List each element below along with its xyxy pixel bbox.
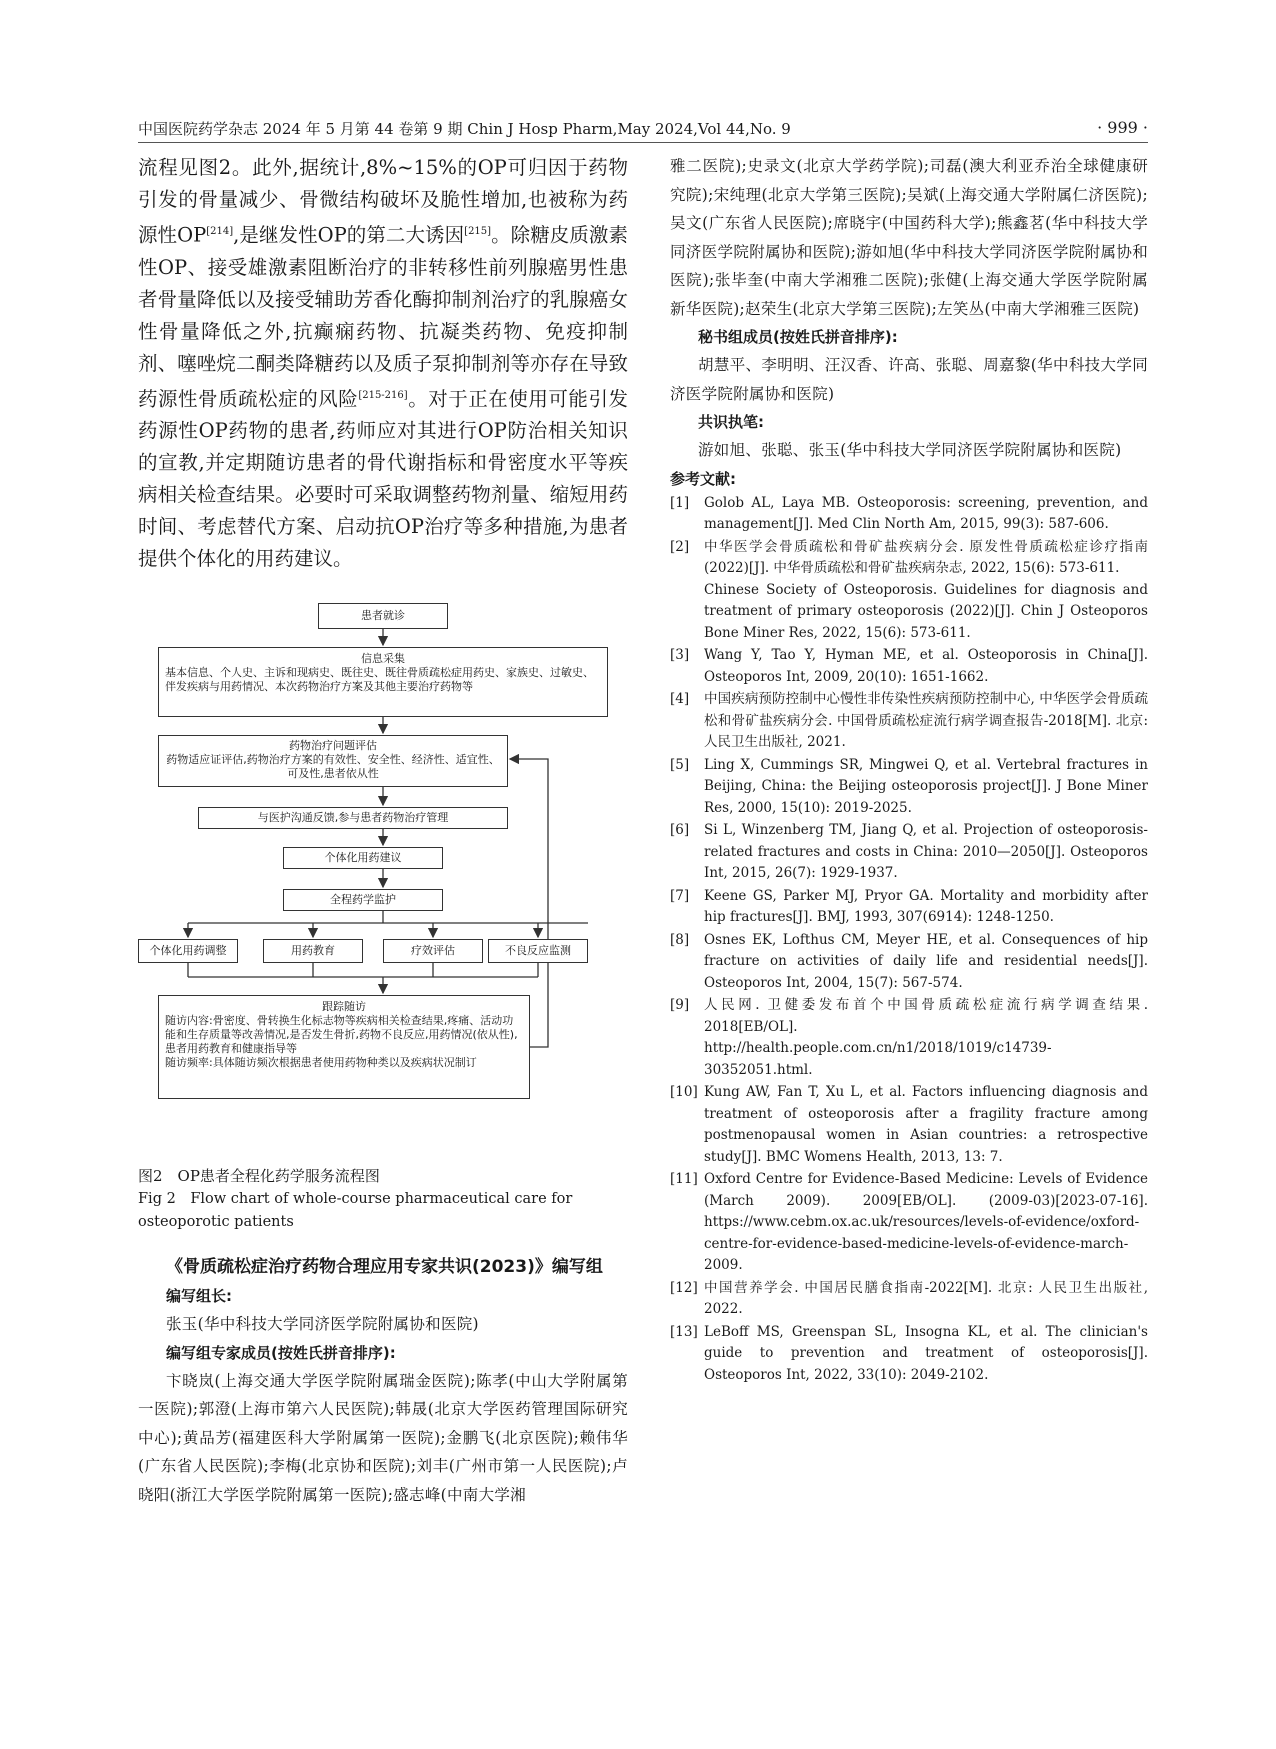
reference-text: 中国疾病预防控制中心慢性非传染性疾病预防控制中心, 中华医学会骨质疏松和骨矿盐疾病分会. 中国骨质疏松症流行病学调查报告-2018[M]. 北京: 人民卫生出版社, 2021.: [704, 691, 1148, 750]
body-text: 流程见图2。此外,据统计,8%~15%的OP可归因于药物引发的骨量减少、骨微结构破坏及脆性增加,也被称为药源性OP: [138, 156, 628, 247]
citation: [215-216]: [358, 389, 408, 401]
reference-number: [6]: [670, 822, 690, 838]
writers-list: 游如旭、张聪、张玉(华中科技大学同济医学院附属协和医院): [698, 441, 1122, 459]
group-title: 《骨质疏松症治疗药物合理应用专家共识(2023)》编写组: [166, 1257, 603, 1277]
dose-adjust-box: [138, 939, 238, 963]
reference-item: [670, 1169, 1148, 1277]
reference-list: [670, 493, 1148, 1387]
reference-number: [2]: [670, 538, 690, 555]
reference-item: [670, 1322, 1148, 1387]
reference-number: [11]: [670, 1171, 698, 1187]
reference-number: [3]: [670, 647, 690, 663]
body-text: 。除糖皮质激素性OP、接受雄激素阻断治疗的非转移性前列腺癌男性患者骨量降低以及接受辅助芳香化酶抑制剂治疗的乳腺癌女性骨量降低之外,抗癫痫药物、抗凝类药物、免疫抑制剂、噻唑烷二酮类降糖药以及质子泵抑制剂等亦存在导致药源性骨质疏松症的风险: [138, 223, 628, 410]
reference-number: [4]: [670, 691, 690, 707]
reference-item: [670, 537, 1148, 645]
advice-box: [283, 847, 443, 869]
reference-item: [670, 755, 1148, 820]
right-column: [670, 152, 1148, 1387]
reference-item: [670, 1082, 1148, 1168]
body-text: ,是继发性OP的第二大诱因: [233, 223, 465, 247]
reference-item: [670, 886, 1148, 929]
box-label: 用药教育: [291, 944, 335, 957]
citation: [215]: [464, 226, 492, 237]
box-text: 随访频率:具体随访频次根据患者使用药物种类以及疾病状况制订: [165, 1056, 477, 1069]
box-label: 不良反应监测: [505, 944, 571, 957]
secretary-heading: 秘书组成员(按姓氏拼音排序):: [698, 328, 898, 346]
box-label: 与医护沟通反馈,参与患者药物治疗管理: [257, 811, 449, 824]
reference-text: Kung AW, Fan T, Xu L, et al. Factors influencing diagnosis and treatment of osteoporosis after a fragility fracture among postmenopausal women in Asian countries: a retrospective study[J]. BMC Womens Health, 2013, 13: 7.: [704, 1084, 1148, 1165]
reference-text: Oxford Centre for Evidence-Based Medicine: Levels of Evidence (March 2009). 2009[EB/OL]. (2009-03)[2023-07-16]. https://www.cebm.ox.ac.uk/resources/levels-of-evidence/oxford-centre-for-evidence-based-medicine-levels-of-evidence-march-2009.: [704, 1171, 1148, 1273]
leader-heading: 编写组长:: [166, 1287, 232, 1305]
running-header: [138, 118, 1148, 143]
monitoring-box: [283, 889, 443, 911]
communication-box: [198, 807, 508, 829]
writers-heading: 共识执笔:: [698, 413, 764, 431]
box-title: 跟踪随访: [322, 1000, 366, 1013]
education-box: [263, 939, 363, 963]
reference-text: LeBoff MS, Greenspan SL, Insogna KL, et al. The clinician's guide to prevention and treatment of osteoporosis[J]. Osteoporos Int, 2022, 33(10): 2049-2102.: [704, 1323, 1148, 1383]
therapy-evaluation-box: [158, 735, 508, 787]
reference-item: [670, 689, 1148, 754]
caption-cn: 图2 OP患者全程化药学服务流程图: [138, 1167, 380, 1185]
page-number: · 999 ·: [1097, 118, 1148, 137]
box-label: 患者就诊: [361, 609, 405, 622]
reference-text: Si L, Winzenberg TM, Jiang Q, et al. Projection of osteoporosis-related fractures and costs in China: 2010—2050[J]. Osteoporos Int, 2015, 26(7): 1929-1937.: [704, 822, 1148, 881]
follow-up-box: [158, 995, 530, 1099]
info-collection-box: [158, 647, 608, 717]
reference-text: Ling X, Cummings SR, Mingwei Q, et al. Vertebral fractures in Beijing, China: the Beijing osteoporosis project[J]. J Bone Miner Res, 2000, 15(10): 2019-2025.: [704, 756, 1148, 816]
members-heading: 编写组专家成员(按姓氏拼音排序):: [166, 1343, 396, 1362]
patient-visit-box: [318, 603, 448, 629]
reference-item: [670, 930, 1148, 995]
reference-number: [5]: [670, 756, 690, 773]
reference-number: [10]: [670, 1084, 698, 1100]
reference-text: Keene GS, Parker MJ, Pryor GA. Mortality and morbidity after hip fractures[J]. BMJ, 1993, 307(6914): 1248-1250.: [704, 887, 1148, 925]
reference-text: 中国营养学会. 中国居民膳食指南-2022[M]. 北京: 人民卫生出版社, 2022.: [704, 1279, 1148, 1317]
box-label: 个体化用药调整: [149, 944, 227, 957]
references-heading: 参考文献:: [670, 469, 736, 488]
left-column: [138, 152, 628, 1509]
reference-number: [8]: [670, 931, 690, 948]
box-label: 疗效评估: [411, 944, 455, 957]
reference-text: Golob AL, Laya MB. Osteoporosis: screening, prevention, and management[J]. Med Clin North Am, 2015, 99(3): 587-606.: [704, 494, 1148, 532]
members-list: 卞晓岚(上海交通大学医学院附属瑞金医院);陈孝(中山大学附属第一医院);郭澄(上海市第六人民医院);韩晟(北京大学医药管理国际研究中心);黄品芳(福建医科大学附属第一医院);金鹏飞(北京医院);赖伟华(广东省人民医院);李梅(北京协和医院);刘丰(广州市第一人民医院);卢晓阳(浙江大学医学院附属第一医院);盛志峰(中南大学湘: [138, 1371, 628, 1504]
reference-number: [7]: [670, 887, 690, 904]
flowchart: [138, 597, 628, 1157]
journal-info: 中国医院药学杂志 2024 年 5 月第 44 卷第 9 期 Chin J Hosp Pharm,May 2024,Vol 44,No. 9: [138, 120, 791, 138]
secretary-list: 胡慧平、李明明、汪汉香、许高、张聪、周嘉黎(华中科技大学同济医学院附属协和医院): [670, 356, 1148, 403]
reference-number: [13]: [670, 1323, 698, 1340]
reference-item: [670, 995, 1148, 1081]
reference-text: Wang Y, Tao Y, Hyman ME, et al. Osteoporosis in China[J]. Osteoporos Int, 2009, 20(10): 1651-1662.: [704, 647, 1148, 685]
figure-caption: [138, 1165, 628, 1234]
body-paragraph: [138, 152, 628, 575]
box-title: 药物治疗问题评估: [289, 739, 377, 752]
reference-text: 中华医学会骨质疏松和骨矿盐疾病分会. 原发性骨质疏松症诊疗指南(2022)[J]. 中华骨质疏松和骨矿盐疾病杂志, 2022, 15(6): 573-611. Chinese Society of Osteoporosis. Guidelines for diagnosis and treatment of primary osteoporosis (2022)[J]. Chin J Osteoporos Bone Miner Res, 2022, 15(6): 573-611.: [704, 538, 1148, 641]
adverse-reaction-box: [488, 939, 588, 963]
caption-en: Fig 2 Flow chart of whole-course pharmaceutical care for osteoporotic patients: [138, 1191, 573, 1230]
reference-item: [670, 1278, 1148, 1321]
reference-item: [670, 493, 1148, 536]
body-text: 。对于正在使用可能引发药源性OP药物的患者,药师应对其进行OP防治相关知识的宣教,并定期随访患者的骨代谢指标和骨密度水平等疾病相关检查结果。必要时可采取调整药物剂量、缩短用药时间、考虑替代方案、启动抗OP治疗等多种措施,为患者提供个体化的用药建议。: [138, 387, 628, 570]
box-label: 个体化用药建议: [324, 851, 402, 864]
box-text: 药物适应证评估,药物治疗方案的有效性、安全性、经济性、适宜性、可及性,患者依从性: [166, 753, 500, 780]
reference-item: [670, 820, 1148, 885]
efficacy-box: [383, 939, 483, 963]
reference-text: 人民网. 卫健委发布首个中国骨质疏松症流行病学调查结果. 2018[EB/OL]. http://health.people.com.cn/n1/2018/1019/c14739-30352051.html.: [704, 997, 1148, 1078]
reference-number: [12]: [670, 1279, 698, 1296]
citation: [214]: [206, 226, 234, 237]
reference-text: Osnes EK, Lofthus CM, Meyer HE, et al. Consequences of hip fracture on activities of daily life and residential needs[J]. Osteoporos Int, 2004, 15(7): 567-574.: [704, 931, 1148, 991]
box-text: 基本信息、个人史、主诉和现病史、既往史、既往骨质疏松症用药史、家族史、过敏史、伴发疾病与用药情况、本次药物治疗方案及其他主要治疗药物等: [165, 666, 594, 693]
box-title: 信息采集: [361, 652, 405, 665]
leader-name: 张玉(华中科技大学同济医学院附属协和医院): [166, 1315, 479, 1333]
members-list-continued: 雅二医院);史录文(北京大学药学院);司磊(澳大利亚乔治全球健康研究院);宋纯理(北京大学第三医院);吴斌(上海交通大学附属仁济医院);吴文(广东省人民医院);席晓宇(中国药科大学);熊鑫茗(华中科技大学同济医学院附属协和医院);游如旭(华中科技大学同济医学院附属协和医院);张毕奎(中南大学湘雅二医院);张健(上海交通大学医学院附属新华医院);赵荣生(北京大学第三医院);左笑丛(中南大学湘雅三医院): [670, 157, 1148, 318]
reference-number: [9]: [670, 997, 690, 1013]
box-label: 全程药学监护: [330, 893, 396, 906]
box-text: 随访内容:骨密度、骨转换生化标志物等疾病相关检查结果,疼痛、活动功能和生存质量等改善情况,是否发生骨折,药物不良反应,用药情况(依从性),患者用药教育和健康指导等: [165, 1014, 518, 1055]
reference-number: [1]: [670, 494, 690, 511]
reference-item: [670, 645, 1148, 688]
